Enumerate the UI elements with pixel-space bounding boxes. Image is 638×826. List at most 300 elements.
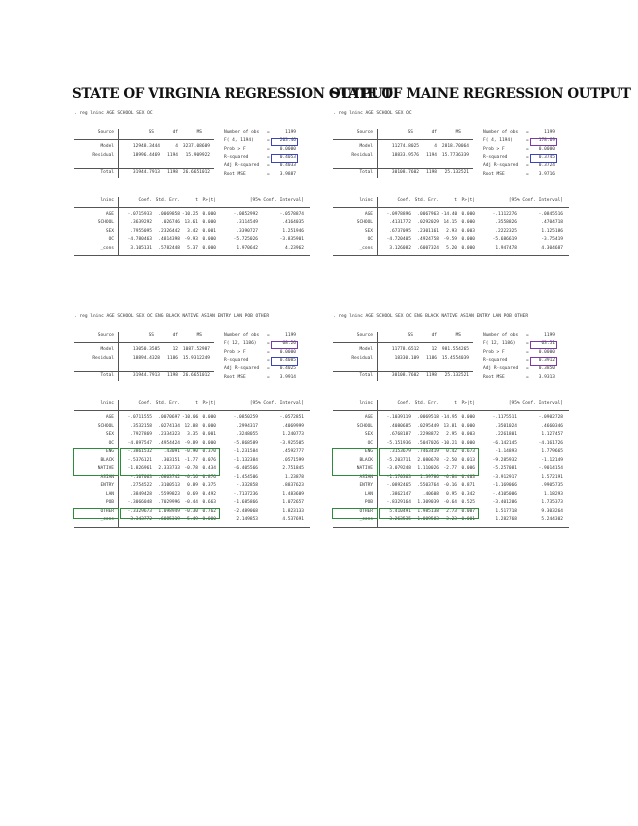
coef-cell: -.0892465 [386, 483, 411, 488]
stat-label: Root MSE [224, 374, 246, 380]
coef-cell: .2754522 [130, 483, 152, 488]
regression-panel-va1 [74, 112, 324, 302]
coef-cell: -4.161726 [538, 440, 563, 446]
anova-cell: 1198 [426, 373, 437, 379]
coef-header-cell: [95% Conf. Interval] [508, 198, 563, 203]
stat-label: Adj R-squared [224, 366, 260, 372]
anova-cell: Residual [92, 152, 114, 158]
coef-cell: 1.483609 [282, 491, 304, 497]
coef-cell: 0.000 [461, 245, 475, 251]
stat-label: Root MSE [483, 374, 505, 380]
coef-cell: .0070697 [158, 415, 180, 420]
stat-eq: = [526, 130, 529, 135]
variable-highlight-values [120, 448, 220, 476]
coef-cell: .2994317 [236, 423, 258, 429]
anova-cell: 26.6651012 [182, 373, 210, 379]
coef-cell: .026746 [161, 220, 180, 226]
coef-cell: 1.125186 [541, 228, 563, 234]
coef-cell: -.107063 [130, 474, 152, 480]
coef-cell: 0.89 [187, 483, 198, 488]
coef-cell: .0274134 [158, 423, 180, 429]
coef-cell: ENTRY [100, 483, 114, 488]
coef-cell: LAN [364, 491, 373, 497]
stat-label: F( 12, 1186) [483, 341, 516, 347]
anova-cell: 11274.8025 [391, 144, 419, 149]
coef-cell: 9.303264 [541, 508, 563, 514]
stat-label: Prob > F [483, 349, 505, 355]
stat-eq: = [526, 154, 529, 160]
coef-header-cell: P>|t| [202, 198, 216, 203]
coef-cell: 1.309039 [417, 500, 439, 505]
coef-cell: 2.95 [446, 432, 457, 437]
coef-cell: -.3861532 [127, 449, 152, 454]
regression-panel-me2 [333, 315, 583, 615]
coef-cell: 0.403 [461, 474, 475, 480]
coef-cell: .3114549 [236, 220, 258, 226]
stat-value: 0.3912 [538, 357, 555, 363]
stat-label: Adj R-squared [483, 163, 519, 169]
stat-value: 3.9914 [279, 374, 296, 380]
stat-eq: = [267, 357, 270, 363]
coef-cell: 2.751845 [282, 466, 304, 471]
coef-cell: -5.868589 [233, 440, 258, 446]
coef-cell: ENG [105, 449, 114, 454]
coef-cell: 0.001 [461, 517, 475, 522]
coef-cell: 0.000 [461, 220, 475, 226]
stat-label: Root MSE [483, 171, 505, 177]
stat-label: R-squared [483, 154, 508, 160]
coef-cell: OC [367, 237, 373, 243]
stat-value: 3.9313 [538, 374, 555, 380]
coef-cell: SEX [105, 228, 114, 234]
coef-cell: -.0978896 [386, 212, 411, 217]
coef-header-cell: t [195, 401, 198, 406]
stat-value: 0.3745 [538, 154, 555, 160]
coef-header-cell: [95% Conf. Interval] [249, 401, 304, 406]
coef-cell: OC [108, 237, 114, 243]
anova-cell: 30108.7602 [391, 373, 419, 379]
stat-value: 0.4085 [279, 357, 296, 363]
coef-cell: 3.343772 [130, 517, 152, 522]
anova-cell: Residual [92, 355, 114, 361]
coef-cell: -0.16 [443, 483, 457, 488]
coef-cell: -.7137236 [233, 491, 258, 497]
r-squared-highlight [530, 357, 557, 366]
coef-cell: -10.25 [182, 212, 199, 217]
anova-header-cell: MS [196, 333, 202, 338]
anova-header-cell: MS [196, 130, 202, 135]
coef-cell: -9.59 [443, 237, 457, 243]
coef-cell: 0.076 [202, 457, 216, 463]
coef-header-cell: P>|t| [202, 401, 216, 406]
regression-panel-va2 [74, 315, 324, 615]
anova-header-cell: SS [407, 130, 413, 135]
coef-header-rule [74, 410, 310, 411]
coef-cell: SCHOOL [356, 220, 373, 226]
coef-cell: 0.42 [446, 449, 457, 454]
stat-value: 0.4053 [279, 154, 296, 160]
anova-header-rule [333, 342, 473, 343]
stat-value: 1199 [544, 130, 555, 135]
coef-cell: 1.127457 [541, 432, 563, 437]
anova-cell: 4 [434, 144, 437, 149]
anova-header-cell: Source [356, 130, 373, 135]
coef-header-rule [333, 410, 569, 411]
stat-eq: = [526, 341, 529, 347]
coef-cell: 13.81 [443, 423, 457, 429]
title-maine: STATE OF MAINE REGRESSION OUTPUT [330, 86, 631, 102]
coef-header-cell: [95% Conf. Interval] [249, 198, 304, 203]
coef-cell: -10.06 [182, 415, 199, 420]
variable-highlight-label [73, 508, 119, 519]
stat-value: 178.69 [538, 138, 555, 144]
coef-cell: .4164035 [282, 220, 304, 226]
anova-cell: 1194 [426, 152, 437, 158]
anova-cell: 1186 [167, 355, 178, 361]
coef-cell: .3532158 [130, 423, 152, 429]
coef-header-cell: lninc [359, 401, 373, 406]
coef-cell: -0.16 [184, 474, 198, 480]
anova-header-cell: df [172, 333, 178, 338]
coef-cell: -.0852992 [233, 212, 258, 217]
coef-cell: .3639292 [130, 220, 152, 226]
anova-cell: Total [359, 373, 373, 379]
anova-cell: 18894.4328 [132, 355, 160, 361]
coef-cell: POB [105, 500, 114, 505]
stat-eq: = [267, 374, 270, 380]
coef-cell: 0.006 [461, 466, 475, 471]
stat-label: Root MSE [224, 171, 246, 177]
coef-cell: OTHER [359, 508, 373, 514]
anova-cell: 15.9312249 [182, 355, 210, 361]
coef-cell: 3.105131 [130, 245, 152, 251]
coef-cell: -3.835901 [279, 237, 304, 243]
coef-cell: -1.454506 [233, 474, 258, 480]
coef-cell: -2.489068 [233, 508, 258, 514]
coef-header-cell: P>|t| [461, 401, 475, 406]
stat-eq: = [267, 154, 270, 160]
anova-header-cell: Source [356, 333, 373, 338]
coef-header-cell: t [454, 198, 457, 203]
coef-cell: 0.69 [187, 491, 198, 497]
variable-highlight-values [379, 508, 479, 519]
coef-cell: -5.257081 [492, 466, 517, 471]
coef-cell: 0.876 [202, 474, 216, 480]
stat-value: 1199 [285, 333, 296, 338]
anova-cell: 26.6651012 [182, 170, 210, 176]
coef-header-cell: Std. Err. [155, 401, 180, 406]
coef-cell: -.8329164 [386, 500, 411, 505]
coef-cell: 0.000 [202, 212, 216, 217]
coef-cell: .3849428 [130, 491, 152, 497]
coef-cell: .6768187 [389, 432, 411, 437]
stat-label: Number of obs [224, 333, 260, 338]
coef-cell: -2.50 [443, 457, 457, 463]
anova-cell: 13050.3585 [132, 347, 160, 352]
coef-cell: 0.000 [202, 415, 216, 420]
r-squared-highlight [271, 154, 298, 163]
coef-cell: ASIAN [100, 474, 114, 480]
coef-cell: 1.098949 [158, 508, 180, 514]
coef-cell: OC [108, 440, 114, 446]
coef-cell: -5.203711 [386, 457, 411, 463]
coef-cell: .3501024 [495, 423, 517, 429]
anova-divider [377, 332, 378, 381]
anova-cell: 15.4554039 [441, 355, 469, 361]
anova-cell: Total [100, 170, 114, 176]
coef-cell: -0.90 [184, 449, 198, 454]
coef-cell: 0.000 [461, 440, 475, 446]
stat-value: 203.46 [279, 138, 296, 144]
command-line: . reg lninc AGE SCHOOL SEX OC ENG BLACK NATIVE ASIAN ENTRY LAN POB OTHER [74, 314, 270, 319]
coef-cell: NATIVE [356, 466, 373, 471]
coef-cell: 14.15 [443, 220, 457, 226]
anova-cell: 1194 [167, 152, 178, 158]
coef-cell: -1.12149 [541, 457, 563, 463]
coef-cell: -3.75419 [541, 237, 563, 243]
stat-eq: = [526, 163, 529, 169]
coef-cell: -.4105006 [492, 491, 517, 497]
coef-bottom-rule [333, 255, 569, 256]
stat-label: Number of obs [224, 130, 260, 135]
coef-cell: 1.110026 [417, 466, 439, 471]
coef-cell: SCHOOL [97, 220, 114, 226]
coef-header-rule [333, 207, 569, 208]
coef-cell: 0.375 [202, 483, 216, 488]
coef-cell: 0.000 [202, 423, 216, 429]
coef-cell: -.3329673 [127, 508, 152, 514]
anova-cell: 1198 [167, 373, 178, 379]
coef-cell: LAN [105, 491, 114, 497]
stat-label: F( 12, 1186) [224, 341, 257, 347]
coef-cell: AGE [105, 415, 114, 420]
anova-header-cell: Source [97, 333, 114, 338]
coef-cell: 0.492 [202, 491, 216, 497]
variable-highlight-label [332, 508, 378, 519]
coef-cell: .6085319 [158, 517, 180, 522]
coef-cell: 2.333733 [158, 466, 180, 471]
stat-value: 0.3724 [538, 163, 555, 169]
anova-header-cell: MS [455, 333, 461, 338]
anova-total-rule [74, 371, 214, 372]
coef-cell: -4.720405 [386, 237, 411, 243]
coef-header-cell: [95% Conf. Interval] [508, 401, 563, 406]
f-stat-highlight [271, 341, 298, 350]
anova-cell: 1198 [167, 170, 178, 176]
coef-cell: .3248055 [236, 432, 258, 437]
coef-cell: .4660346 [541, 423, 563, 429]
stat-value: 0.3850 [538, 366, 555, 372]
coef-cell: SEX [105, 432, 114, 437]
stat-value: 68.26 [282, 341, 296, 347]
anova-divider [377, 129, 378, 178]
coef-header-cell: t [454, 401, 457, 406]
coef-cell: .2222325 [495, 228, 517, 234]
coef-cell: 2.080678 [417, 457, 439, 463]
stat-value: 1199 [544, 333, 555, 338]
coef-cell: SEX [364, 432, 373, 437]
coef-cell: .3390727 [236, 228, 258, 234]
coef-cell: 0.000 [202, 440, 216, 446]
coef-cell: 1.23878 [285, 474, 304, 480]
coef-header-cell: Coef. [397, 198, 411, 203]
coef-cell: _cons [359, 517, 373, 522]
stat-value: 0.0000 [279, 146, 296, 152]
anova-cell: 30108.7602 [391, 170, 419, 176]
coef-cell: .2334323 [158, 432, 180, 437]
coef-cell: -1.77 [184, 457, 198, 463]
coef-cell: .5047026 [417, 440, 439, 446]
coef-bottom-rule [74, 255, 310, 256]
coef-cell: -.0850259 [233, 415, 258, 420]
anova-cell: Model [100, 144, 114, 149]
anova-cell: 4 [175, 144, 178, 149]
stat-eq: = [526, 138, 529, 144]
coef-cell: .4069999 [282, 423, 304, 429]
stat-label: Adj R-squared [483, 366, 519, 372]
coef-cell: -14.95 [441, 415, 458, 420]
coef-cell: .5599823 [158, 491, 180, 497]
stat-value: 63.51 [541, 341, 555, 347]
f-stat-highlight [271, 138, 298, 147]
stat-value: 3.9716 [538, 171, 555, 177]
coef-cell: .3153679 [389, 449, 411, 454]
coef-cell: -5.686619 [492, 237, 517, 243]
coef-cell: 1.009583 [417, 517, 439, 522]
anova-divider [118, 332, 119, 381]
stat-value: 0.0000 [279, 349, 296, 355]
stat-value: 1199 [285, 130, 296, 135]
coef-cell: .4924758 [417, 237, 439, 243]
coef-cell: 0.000 [461, 212, 475, 217]
coef-cell: 3.42 [187, 228, 198, 234]
variable-highlight-label [73, 448, 119, 476]
coef-header-cell: Std. Err. [414, 401, 439, 406]
coef-cell: -9.89 [184, 440, 198, 446]
coef-header-cell: Coef. [397, 401, 411, 406]
coef-cell: 0.007 [461, 508, 475, 514]
coef-cell: 5.410491 [389, 508, 411, 514]
stat-eq: = [526, 366, 529, 372]
coef-cell: .6007324 [417, 245, 439, 251]
coef-cell: _cons [359, 245, 373, 251]
anova-cell: 11778.6512 [391, 347, 419, 352]
coef-cell: .0067963 [417, 212, 439, 217]
stat-eq: = [526, 333, 529, 338]
anova-cell: 1198 [426, 170, 437, 176]
coef-cell: .9905735 [541, 483, 563, 488]
anova-cell: 31944.7913 [132, 373, 160, 379]
coef-cell: AGE [105, 212, 114, 217]
coef-cell: -9.285932 [492, 457, 517, 463]
f-stat-highlight [530, 341, 557, 350]
coef-cell: -9.93 [184, 237, 198, 243]
stat-eq: = [267, 163, 270, 169]
stat-label: Prob > F [224, 349, 246, 355]
anova-cell: Total [100, 373, 114, 379]
stat-label: R-squared [224, 154, 249, 160]
anova-cell: 12 [431, 347, 437, 352]
anova-cell: 1087.52987 [182, 347, 210, 352]
anova-cell: 1186 [426, 355, 437, 361]
anova-total-rule [74, 168, 214, 169]
coef-cell: -.3066048 [127, 500, 152, 505]
command-line: . reg lninc AGE SCHOOL SEX OC ENG BLACK NATIVE ASIAN ENTRY LAN POB OTHER [333, 314, 529, 319]
coef-cell: BLACK [359, 457, 373, 463]
coef-cell: .40608 [422, 491, 439, 497]
coef-cell: 0.001 [202, 432, 216, 437]
coef-cell: .4080685 [389, 423, 411, 429]
coef-cell: -0.30 [184, 508, 198, 514]
coef-cell: 5.49 [187, 517, 198, 522]
regression-panel-me1 [333, 112, 583, 302]
coef-cell: -3.925505 [279, 440, 304, 446]
stat-label: R-squared [224, 357, 249, 363]
coef-cell: .2326442 [158, 228, 180, 234]
anova-cell: 3237.08609 [182, 144, 210, 149]
stat-eq: = [526, 374, 529, 380]
coef-cell: 1.970642 [236, 245, 258, 251]
coef-cell: .5782448 [158, 245, 180, 251]
anova-cell: 15.909922 [185, 152, 210, 158]
title-virginia: STATE OF VIRGINIA REGRESSION OUTPUT [72, 86, 392, 102]
coef-cell: .4814398 [158, 237, 180, 243]
coef-cell: 4.537691 [282, 517, 304, 522]
coef-cell: 5.20 [446, 245, 457, 251]
stat-value: 0.4025 [279, 366, 296, 372]
anova-cell: 12 [172, 347, 178, 352]
stat-value: 3.9887 [279, 171, 296, 177]
coef-divider [118, 197, 119, 256]
stat-eq: = [267, 333, 270, 338]
coef-cell: .7955095 [130, 228, 152, 234]
stat-eq: = [267, 138, 270, 144]
coef-cell: 3.126082 [389, 245, 411, 251]
coef-cell: -0.84 [443, 474, 457, 480]
coef-cell: .7463419 [417, 449, 439, 454]
coef-cell: 0.525 [461, 500, 475, 505]
coef-header-cell: Std. Err. [414, 198, 439, 203]
coef-cell: -2.77 [443, 466, 457, 471]
coef-cell: .0292029 [417, 220, 439, 226]
coef-cell: -.332858 [236, 483, 258, 488]
coef-cell: 4.23962 [285, 245, 304, 251]
stat-eq: = [267, 171, 270, 177]
coef-header-cell: lninc [359, 198, 373, 203]
coef-cell: 1.823133 [282, 508, 304, 514]
coef-cell: SCHOOL [97, 423, 114, 429]
coef-cell: .6737095 [389, 228, 411, 234]
stat-label: Adj R-squared [224, 163, 260, 169]
anova-cell: Model [359, 347, 373, 352]
coef-header-cell: lninc [100, 198, 114, 203]
coef-cell: 13.61 [184, 220, 198, 226]
coef-cell: 0.000 [461, 237, 475, 243]
coef-header-cell: Coef. [138, 401, 152, 406]
command-line: . reg lninc AGE SCHOOL SEX OC [333, 111, 412, 116]
stat-label: R-squared [483, 357, 508, 363]
coef-cell: 1.947478 [495, 245, 517, 251]
coef-cell: -.5376121 [127, 457, 152, 463]
coef-cell: -.0578874 [279, 212, 304, 217]
coef-cell: .43091 [163, 449, 180, 454]
coef-cell: -.1175511 [492, 415, 517, 420]
coef-cell: 3.263535 [389, 517, 411, 522]
coef-bottom-rule [333, 527, 569, 528]
coef-cell: .0069518 [417, 415, 439, 420]
coef-cell: _cons [100, 245, 114, 251]
r-squared-highlight [530, 154, 557, 163]
